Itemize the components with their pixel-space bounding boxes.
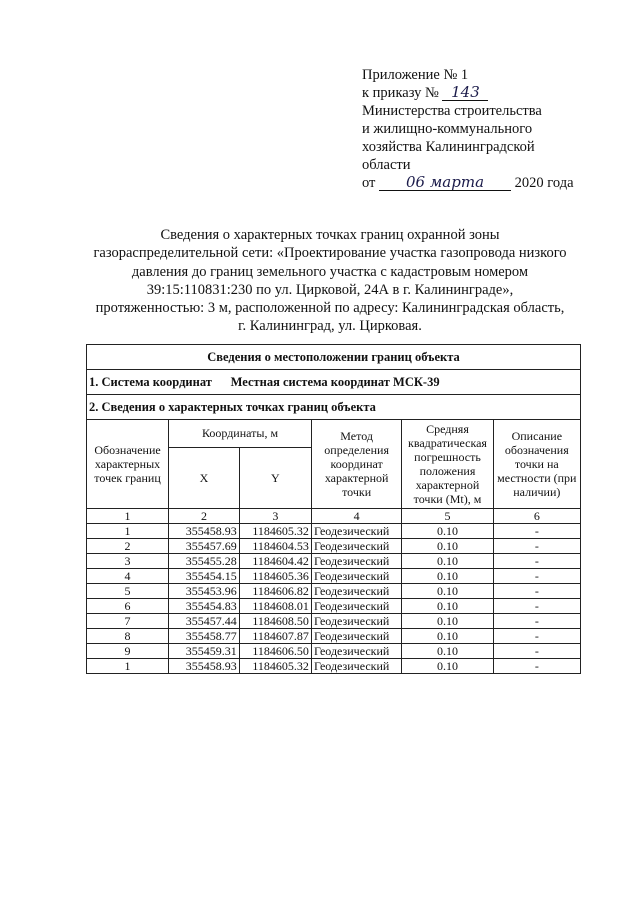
point-cell: 6 — [87, 599, 169, 614]
date-line — [362, 174, 622, 192]
coord-system-row — [87, 370, 581, 395]
order-number: 143 — [442, 85, 488, 101]
error-cell: 0.10 — [402, 629, 493, 644]
header-y: Y — [239, 447, 311, 508]
header-row-1 — [87, 420, 581, 448]
order-line — [362, 84, 622, 102]
table-row — [87, 554, 581, 569]
error-cell: 0.10 — [402, 599, 493, 614]
date-prefix: от — [362, 175, 376, 191]
point-cell: 7 — [87, 614, 169, 629]
date-suffix: 2020 года — [514, 175, 574, 191]
x-coordinate-cell: 355459.31 — [169, 644, 240, 659]
table-row — [87, 644, 581, 659]
method-cell: Геодезический — [311, 539, 401, 554]
x-coordinate-cell: 355458.93 — [169, 659, 240, 674]
point-cell: 8 — [87, 629, 169, 644]
x-coordinate-cell: 355457.44 — [169, 614, 240, 629]
title-line-1: Сведения о характерных точках границ охранной зоны — [160, 227, 500, 243]
table-row — [87, 599, 581, 614]
error-cell: 0.10 — [402, 614, 493, 629]
title-line-2: газораспределительной сети: «Проектирование участка газопровода низкого — [93, 245, 567, 262]
ministry-line-4: области — [362, 157, 411, 173]
section-title: Сведения о местоположении границ объекта — [87, 345, 581, 370]
table-row — [87, 584, 581, 599]
x-coordinate-cell: 355457.69 — [169, 539, 240, 554]
table-row — [87, 539, 581, 554]
method-cell: Геодезический — [311, 659, 401, 674]
table-row — [87, 659, 581, 674]
table-row — [87, 614, 581, 629]
x-coordinate-cell: 355454.83 — [169, 599, 240, 614]
error-cell: 0.10 — [402, 524, 493, 539]
y-coordinate-cell: 1184604.42 — [239, 554, 311, 569]
title-line-6: г. Калининград, ул. Цирковая. — [238, 318, 422, 335]
column-number: 6 — [493, 509, 580, 524]
table-section-row — [87, 345, 581, 370]
title-line-4: 39:15:110831:230 по ул. Цирковой, 24А в г. Калининграде», — [146, 281, 514, 298]
y-coordinate-cell: 1184605.32 — [239, 659, 311, 674]
y-coordinate-cell: 1184606.82 — [239, 584, 311, 599]
point-cell: 5 — [87, 584, 169, 599]
error-cell: 0.10 — [402, 539, 493, 554]
x-coordinate-cell: 355454.15 — [169, 569, 240, 584]
point-cell: 3 — [87, 554, 169, 569]
description-cell: - — [493, 614, 580, 629]
header-description: Описание обозначения точки на местности (при наличии) — [493, 420, 580, 509]
appendix-header — [362, 66, 622, 192]
x-coordinate-cell: 355453.96 — [169, 584, 240, 599]
column-number-row — [87, 509, 581, 524]
y-coordinate-cell: 1184608.01 — [239, 599, 311, 614]
error-cell: 0.10 — [402, 569, 493, 584]
header-coordinates: Координаты, м — [169, 420, 312, 448]
column-number: 1 — [87, 509, 169, 524]
column-number: 5 — [402, 509, 493, 524]
ministry-line-2: и жилищно-коммунального — [362, 121, 533, 137]
description-cell: - — [493, 554, 580, 569]
header-designation: Обозначение характерных точек границ — [87, 420, 169, 509]
method-cell: Геодезический — [311, 614, 401, 629]
document-title — [80, 226, 580, 336]
coord-system-cell — [87, 370, 581, 395]
ministry-line-3: хозяйства Калининградской — [362, 139, 535, 155]
description-cell: - — [493, 524, 580, 539]
boundary-points-table — [86, 344, 581, 674]
point-cell: 9 — [87, 644, 169, 659]
error-cell: 0.10 — [402, 644, 493, 659]
description-cell: - — [493, 539, 580, 554]
header-error: Средняя квадратическая погрешность положения характерной точки (Mt), м — [402, 420, 493, 509]
point-cell: 1 — [87, 659, 169, 674]
description-cell: - — [493, 659, 580, 674]
column-number: 3 — [239, 509, 311, 524]
method-cell: Геодезический — [311, 554, 401, 569]
title-line-5: протяженностью: 3 м, расположенной по адресу: Калининградская область, — [95, 300, 565, 317]
y-coordinate-cell: 1184608.50 — [239, 614, 311, 629]
date-handwritten: 06 марта — [379, 175, 511, 191]
point-cell: 4 — [87, 569, 169, 584]
point-cell: 1 — [87, 524, 169, 539]
error-cell: 0.10 — [402, 659, 493, 674]
method-cell: Геодезический — [311, 569, 401, 584]
x-coordinate-cell: 355455.28 — [169, 554, 240, 569]
coord-system-value: Местная система координат МСК-39 — [230, 374, 440, 389]
header-x: X — [169, 447, 240, 508]
ministry-line-1: Министерства строительства — [362, 103, 542, 119]
x-coordinate-cell: 355458.93 — [169, 524, 240, 539]
column-number: 4 — [311, 509, 401, 524]
method-cell: Геодезический — [311, 599, 401, 614]
y-coordinate-cell: 1184604.53 — [239, 539, 311, 554]
method-cell: Геодезический — [311, 629, 401, 644]
column-number: 2 — [169, 509, 240, 524]
x-coordinate-cell: 355458.77 — [169, 629, 240, 644]
description-cell: - — [493, 644, 580, 659]
points-section-title: 2. Сведения о характерных точках границ объекта — [87, 395, 581, 420]
point-cell: 2 — [87, 539, 169, 554]
description-cell: - — [493, 629, 580, 644]
method-cell: Геодезический — [311, 524, 401, 539]
appendix-title: Приложение № 1 — [362, 67, 469, 83]
y-coordinate-cell: 1184607.87 — [239, 629, 311, 644]
table-row — [87, 629, 581, 644]
description-cell: - — [493, 599, 580, 614]
description-cell: - — [493, 569, 580, 584]
title-line-3: давления до границ земельного участка с кадастровым номером — [131, 263, 529, 280]
header-method: Метод определения координат характерной точки — [311, 420, 401, 509]
method-cell: Геодезический — [311, 584, 401, 599]
table-row — [87, 569, 581, 584]
points-section-row — [87, 395, 581, 420]
y-coordinate-cell: 1184605.36 — [239, 569, 311, 584]
order-prefix: к приказу № — [362, 85, 439, 101]
description-cell: - — [493, 584, 580, 599]
coord-system-label: 1. Система координат — [89, 374, 212, 389]
method-cell: Геодезический — [311, 644, 401, 659]
error-cell: 0.10 — [402, 554, 493, 569]
y-coordinate-cell: 1184606.50 — [239, 644, 311, 659]
error-cell: 0.10 — [402, 584, 493, 599]
y-coordinate-cell: 1184605.32 — [239, 524, 311, 539]
table-row — [87, 524, 581, 539]
